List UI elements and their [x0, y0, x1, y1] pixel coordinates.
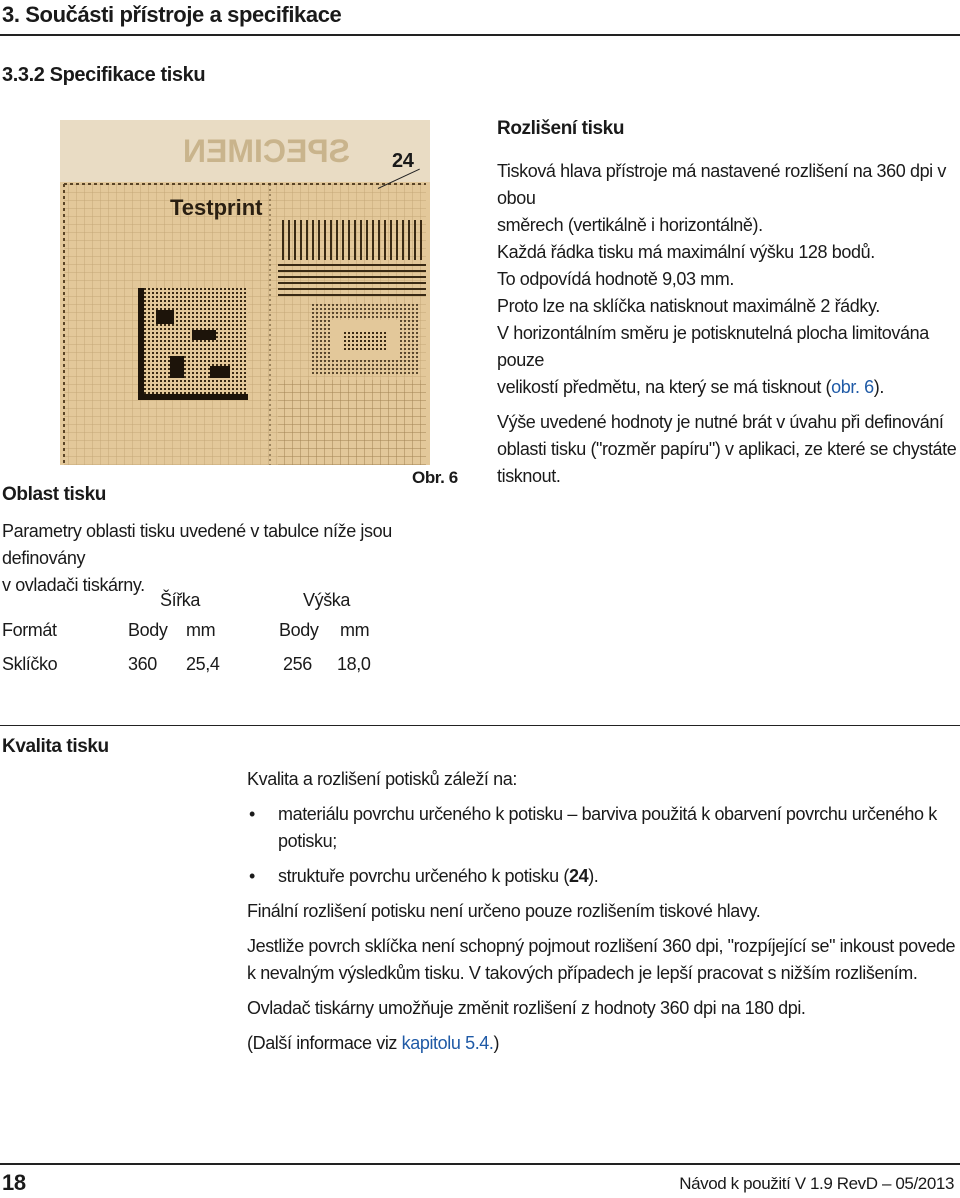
chapter-title: 3. Součásti přístroje a specifikace	[2, 2, 342, 27]
quality-paragraph: Finální rozlišení potisku není určeno pouze rozlišením tiskové hlavy.	[247, 901, 761, 921]
header-rule	[0, 34, 960, 36]
figure-link[interactable]: obr. 6	[831, 377, 874, 397]
quality-paragraph: Ovladač tiskárny umožňuje změnit rozlišení z hodnoty 360 dpi na 180 dpi.	[247, 998, 806, 1018]
quality-intro: Kvalita a rozlišení potisků záleží na:	[247, 769, 517, 789]
print-area-table	[0, 590, 480, 690]
header-height: Výška	[303, 590, 351, 610]
quality-paragraph-line: k nevalným výsledkům tisku. V takových případech je lepší pracovat s nižším rozlišením.	[247, 963, 918, 983]
quality-heading: Kvalita tisku	[2, 736, 109, 757]
quality-text	[247, 766, 959, 1057]
testprint-label: Testprint	[170, 195, 263, 220]
quality-reference	[247, 1030, 959, 1057]
resolution-line: Každá řádka tisku má maximální výšku 128 bodů.	[497, 242, 875, 262]
note-line: tisknout.	[497, 466, 561, 486]
header-format: Formát	[2, 620, 57, 640]
reference-text: (Další informace viz	[247, 1033, 402, 1053]
row-height-points: 256	[283, 654, 312, 674]
header-height-points: Body	[279, 620, 319, 640]
resolution-line-end: ).	[873, 377, 884, 397]
page-number: 18	[2, 1170, 26, 1195]
figure-caption: Obr. 6	[412, 468, 458, 487]
row-height-mm: 18,0	[337, 654, 371, 674]
bullet-text: struktuře povrchu určeného k potisku (	[278, 866, 569, 886]
bullet-item	[247, 863, 959, 890]
bullet-ref: 24	[568, 866, 589, 886]
header-width-points: Body	[128, 620, 168, 640]
bullet-item	[247, 801, 959, 855]
printed-slide-photo	[60, 120, 430, 465]
callout-number: 24	[392, 150, 414, 172]
slide-illustration	[60, 120, 430, 465]
print-area-line: Parametry oblasti tisku uvedené v tabulce níže jsou definovány	[2, 521, 392, 568]
print-area-line: v ovladači tiskárny.	[2, 575, 145, 595]
row-width-points: 360	[128, 654, 157, 674]
document-info: Návod k použití V 1.9 RevD – 05/2013	[679, 1174, 954, 1193]
resolution-line	[497, 374, 959, 401]
datamatrix-code	[138, 288, 248, 400]
resolution-line: Tisková hlava přístroje má nastavené rozlišení na 360 dpi v obou	[497, 161, 946, 208]
specimen-watermark: SPECIMEN	[182, 133, 350, 169]
bullet-dot: •	[249, 804, 255, 824]
chapter-link[interactable]: kapitolu 5.4.	[401, 1033, 494, 1053]
resolution-line-text: velikostí předmětu, na který se má tisknout (	[497, 377, 832, 397]
resolution-heading: Rozlišení tisku	[497, 118, 625, 139]
resolution-line: To odpovídá hodnotě 9,03 mm.	[497, 269, 734, 289]
print-area-text	[2, 518, 472, 599]
resolution-line: směrech (vertikálně i horizontálně).	[497, 215, 763, 235]
bullet-dot: •	[249, 866, 255, 886]
note-line: Výše uvedené hodnoty je nutné brát v úvahu při definování	[497, 412, 944, 432]
row-format: Sklíčko	[2, 654, 58, 674]
bullet-text: materiálu povrchu určeného k potisku – barviva použitá k obarvení povrchu určeného k potisku;	[278, 804, 937, 851]
footer-rule	[0, 1163, 960, 1165]
print-area-heading: Oblast tisku	[2, 484, 106, 505]
resolution-line: Proto lze na sklíčka natisknout maximálně 2 řádky.	[497, 296, 880, 316]
header-width: Šířka	[160, 590, 201, 610]
note-line: oblasti tisku ("rozměr papíru") v aplikaci, ze které se chystáte	[497, 439, 957, 459]
header-height-mm: mm	[340, 620, 370, 640]
header-width-mm: mm	[186, 620, 216, 640]
quality-paragraph-line: Jestliže povrch sklíčka není schopný pojmout rozlišení 360 dpi, "rozpíjející se" inkoust povede	[247, 936, 956, 956]
section-rule	[0, 725, 960, 726]
bullet-text-end: ).	[588, 866, 599, 886]
resolution-line: V horizontálním směru je potisknutelná plocha limitována pouze	[497, 323, 929, 370]
reference-end: )	[493, 1033, 500, 1053]
resolution-text	[497, 158, 959, 490]
section-title: 3.3.2 Specifikace tisku	[2, 64, 206, 86]
row-width-mm: 25,4	[186, 654, 220, 674]
